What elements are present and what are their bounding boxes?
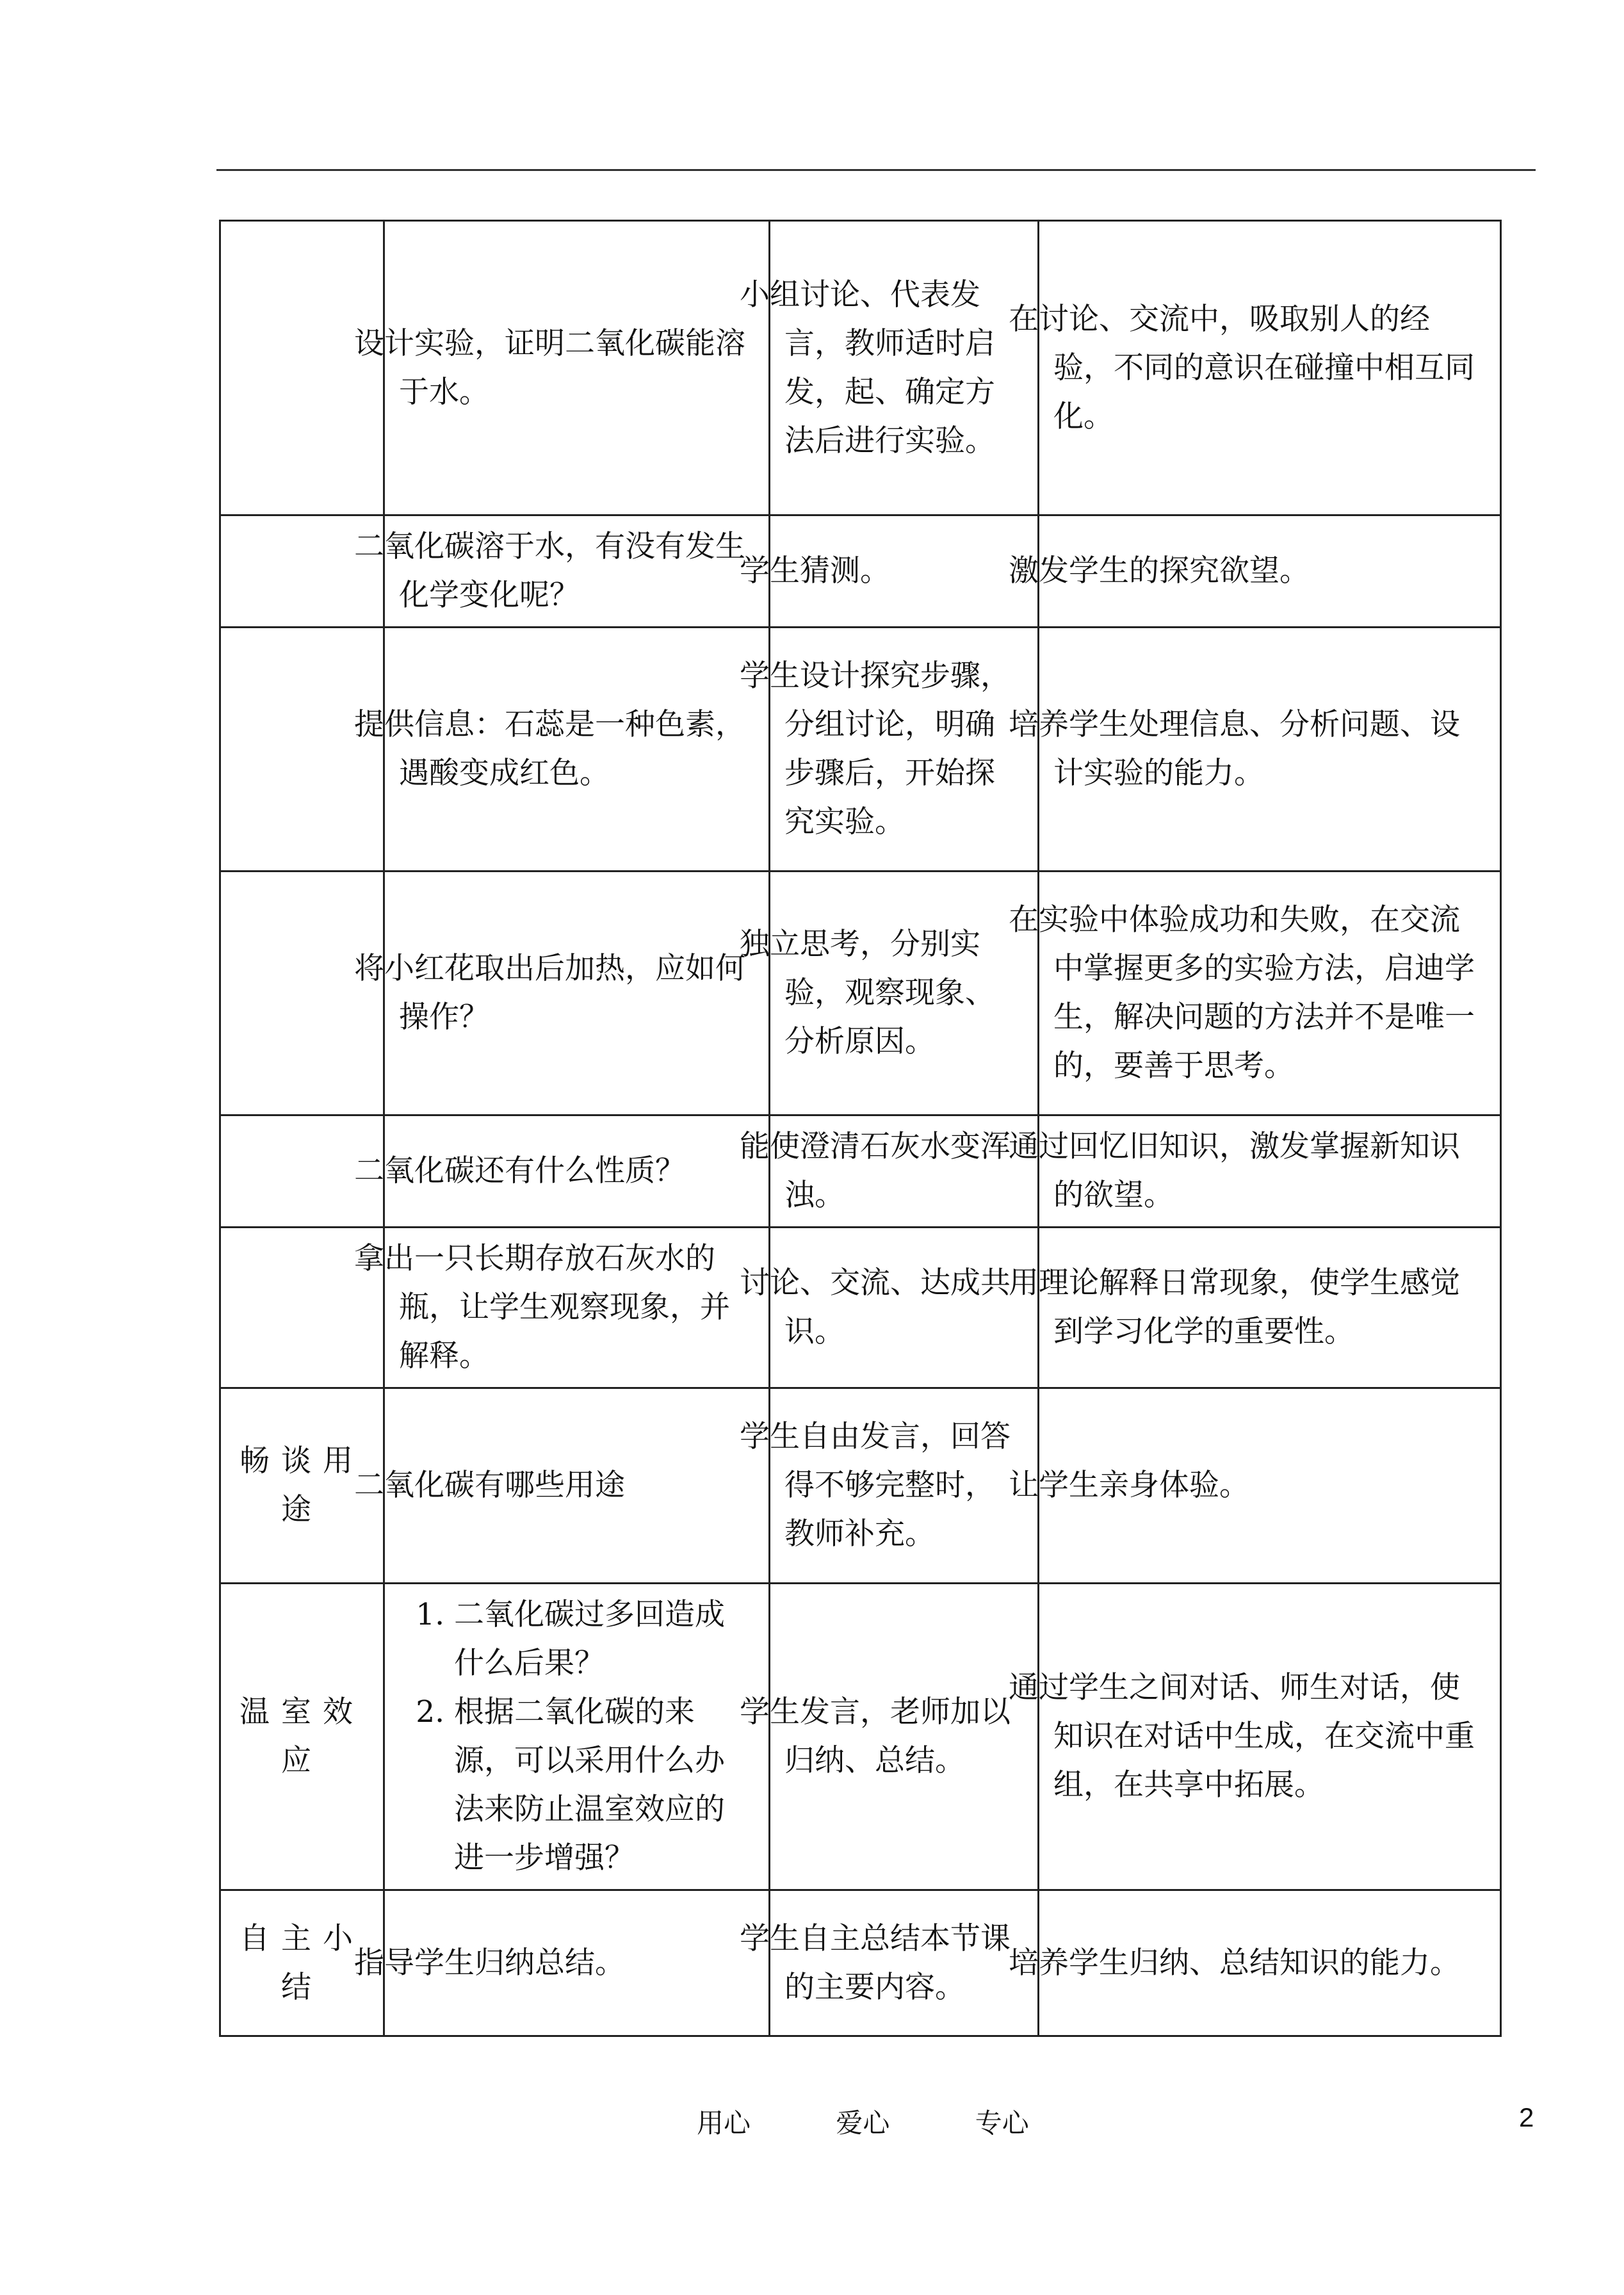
student-activity-cell: 学生自由发言，回答得不够完整时，教师补充。 — [770, 1388, 1039, 1584]
table-row — [220, 221, 1501, 515]
content-cell: 提供信息：石蕊是一种色素，遇酸变成红色。 — [384, 628, 770, 872]
student-activity-cell: 讨论、交流、达成共识。 — [770, 1228, 1039, 1388]
table-row — [220, 1115, 1501, 1228]
student-activity-cell: 学生发言，老师加以归纳、总结。 — [770, 1584, 1039, 1890]
phase-cell — [220, 872, 384, 1115]
phase-cell: 自主小结 — [220, 1890, 384, 2036]
design-intent-cell: 用理论解释日常现象，使学生感觉到学习化学的重要性。 — [1039, 1228, 1501, 1388]
content-cell: 二氧化碳还有什么性质？ — [384, 1115, 770, 1228]
lesson-plan-table — [219, 220, 1502, 2037]
table-row — [220, 1388, 1501, 1584]
footer-mottos — [697, 2102, 1106, 2141]
table-row — [220, 628, 1501, 872]
table-row — [220, 1584, 1501, 1890]
design-intent-cell: 培养学生归纳、总结知识的能力。 — [1039, 1890, 1501, 2036]
design-intent-cell: 让学生亲身体验。 — [1039, 1388, 1501, 1584]
page-number: 2 — [1519, 2102, 1534, 2132]
content-cell: 将小红花取出后加热，应如何操作？ — [384, 872, 770, 1115]
design-intent-cell: 培养学生处理信息、分析问题、设计实验的能力。 — [1039, 628, 1501, 872]
content-cell: 二氧化碳有哪些用途 — [384, 1388, 770, 1584]
question-item: 2. 根据二氧化碳的来源，可以采用什么办法来防止温室效应的进一步增强？ — [454, 1688, 754, 1883]
phase-cell: 畅谈用途 — [220, 1388, 384, 1584]
header-rule — [216, 169, 1536, 171]
student-activity-cell: 学生猜测。 — [770, 515, 1039, 628]
student-activity-cell: 能使澄清石灰水变浑浊。 — [770, 1115, 1039, 1228]
design-intent-cell: 激发学生的探究欲望。 — [1039, 515, 1501, 628]
table-row — [220, 515, 1501, 628]
phase-cell: 温室效应 — [220, 1584, 384, 1890]
design-intent-cell: 在实验中体验成功和失败，在交流中掌握更多的实验方法，启迪学生，解决问题的方法并不是唯一的，要善于思考。 — [1039, 872, 1501, 1115]
design-intent-cell: 在讨论、交流中，吸取别人的经验，不同的意识在碰撞中相互同化。 — [1039, 221, 1501, 515]
content-cell: 二氧化碳溶于水，有没有发生化学变化呢？ — [384, 515, 770, 628]
content-cell — [384, 1584, 770, 1890]
student-activity-cell: 独立思考，分别实验，观察现象、分析原因。 — [770, 872, 1039, 1115]
content-cell: 拿出一只长期存放石灰水的瓶，让学生观察现象，并解释。 — [384, 1228, 770, 1388]
table-row — [220, 872, 1501, 1115]
phase-cell — [220, 221, 384, 515]
table-row — [220, 1228, 1501, 1388]
question-item: 1. 二氧化碳过多回造成什么后果？ — [454, 1591, 754, 1688]
question-list — [399, 1591, 754, 1883]
footer-motto: 用心 — [697, 2107, 751, 2139]
phase-cell — [220, 628, 384, 872]
content-cell: 设计实验，证明二氧化碳能溶于水。 — [384, 221, 770, 515]
table-row — [220, 1890, 1501, 2036]
design-intent-cell: 通过学生之间对话、师生对话，使知识在对话中生成，在交流中重组，在共享中拓展。 — [1039, 1584, 1501, 1890]
student-activity-cell: 学生自主总结本节课的主要内容。 — [770, 1890, 1039, 2036]
content-cell: 指导学生归纳总结。 — [384, 1890, 770, 2036]
design-intent-cell: 通过回忆旧知识，激发掌握新知识的欲望。 — [1039, 1115, 1501, 1228]
student-activity-cell: 小组讨论、代表发言，教师适时启发，起、确定方法后进行实验。 — [770, 221, 1039, 515]
footer-motto: 爱心 — [836, 2107, 890, 2139]
footer-motto: 专心 — [975, 2107, 1029, 2139]
student-activity-cell: 学生设计探究步骤，分组讨论，明确步骤后，开始探究实验。 — [770, 628, 1039, 872]
